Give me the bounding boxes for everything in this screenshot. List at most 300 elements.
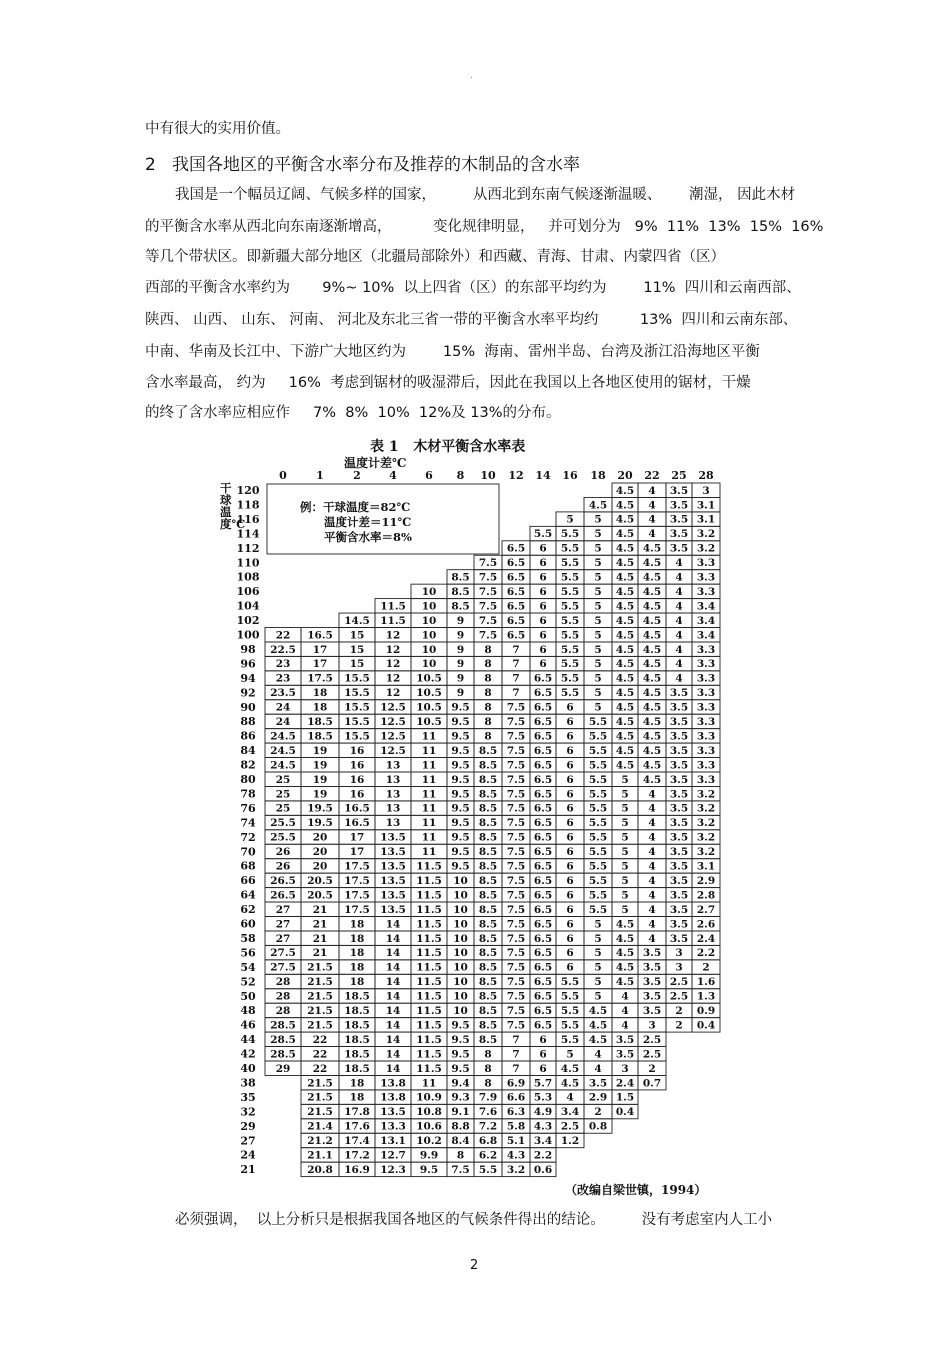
row-label: 82 (240, 758, 256, 772)
column-header: 4 (389, 469, 397, 482)
table-cell: 8 (484, 672, 492, 685)
table-cell: 22 (312, 1033, 328, 1046)
table-cell: 24.5 (270, 759, 296, 772)
example-line-2: 温度计差＝11℃ (324, 515, 412, 529)
table-cell: 5 (621, 846, 629, 859)
table-cell: 8.5 (478, 759, 498, 772)
table-cell: 2.9 (588, 1091, 608, 1104)
table-cell: 11.5 (416, 1048, 442, 1061)
table-cell: 3.4 (560, 1106, 580, 1119)
row-label: 98 (240, 642, 256, 656)
table-cell: 8.5 (478, 961, 498, 974)
table-cell: 3.3 (696, 773, 716, 786)
table-cell: 10 (453, 1005, 468, 1017)
table-cell: 6.5 (506, 557, 526, 570)
table-cell: 12.5 (380, 716, 406, 728)
table-cell: 18 (312, 687, 328, 700)
table-cell: 4 (648, 484, 656, 497)
table-cell: 2 (702, 961, 710, 974)
table-cell: 3.5 (642, 976, 662, 989)
table-cell: 5 (594, 932, 602, 945)
table-cell: 5 (594, 672, 602, 685)
table-cell: 15 (349, 643, 365, 656)
table-cell: 17.5 (344, 860, 370, 873)
column-header: 22 (644, 469, 660, 482)
table-cell: 8 (484, 1048, 492, 1061)
table-cell: 4 (675, 585, 683, 598)
body-line: 我国是一个幅员辽阔、气候多样的国家， 从西北到东南气候逐渐温暖、 潮湿， 因此木材 (175, 187, 796, 203)
table-cell: 14 (385, 1033, 401, 1046)
body-line: 等几个带状区。即新疆大部分地区（北疆局部除外）和西藏、青海、甘肃、内蒙四省（区） (145, 249, 725, 265)
table-cell: 7.5 (506, 773, 526, 786)
row-label: 96 (240, 657, 256, 671)
table-cell: 5.5 (588, 846, 608, 859)
table-cell: 4.3 (533, 1120, 553, 1133)
table-cell: 16 (349, 759, 365, 772)
table-cell: 7.5 (506, 1019, 526, 1032)
table-source: （改编自梁世镇，1994） (565, 1183, 707, 1197)
table-cell: 5.5 (588, 903, 608, 916)
table-cell: 3.5 (669, 716, 689, 728)
table-cell: 4.9 (533, 1106, 553, 1119)
table-cell: 17.5 (344, 874, 370, 887)
table-cell: 15.5 (344, 730, 370, 743)
table-cell: 11 (421, 759, 437, 772)
table-cell: 20 (312, 860, 328, 873)
table-cell: 4.5 (615, 499, 635, 512)
column-header: 16 (562, 469, 578, 482)
table-cell: 6.5 (533, 961, 553, 974)
table-cell: 4 (648, 932, 656, 945)
table-cell: 6 (566, 744, 574, 757)
table-cell: 3.2 (696, 817, 716, 830)
row-label: 80 (240, 773, 256, 786)
table-cell: 15.5 (344, 672, 370, 685)
table-cell: 29 (275, 1062, 291, 1075)
table-cell: 1.3 (696, 990, 716, 1003)
table-cell: 4.5 (615, 961, 635, 974)
table-cell: 8.8 (451, 1120, 470, 1133)
table-cell: 9.5 (451, 730, 470, 743)
table-cell: 6.5 (533, 1019, 553, 1032)
row-label: 102 (236, 614, 260, 628)
row-label: 74 (240, 816, 256, 830)
table-cell: 3.3 (696, 571, 716, 584)
table-cell: 4.5 (615, 701, 635, 714)
table-cell: 13.5 (380, 874, 406, 887)
table-cell: 11.5 (416, 1019, 442, 1032)
table-cell: 7.5 (506, 744, 526, 757)
table-cell: 21.2 (307, 1135, 333, 1148)
table-cell: 3.3 (696, 643, 716, 656)
table-cell: 7 (512, 1033, 520, 1046)
table-cell: 3.2 (696, 788, 716, 801)
table-cell: 9.5 (451, 831, 470, 844)
table-cell: 10 (421, 643, 437, 656)
table-cell: 14 (385, 1062, 401, 1075)
table-cell: 10 (421, 614, 437, 627)
table-cell: 3.5 (669, 817, 689, 830)
table-cell: 4.5 (642, 716, 662, 728)
table-cell: 2.5 (669, 976, 689, 989)
table-cell: 11.5 (380, 600, 406, 613)
table-cell: 9.5 (451, 1062, 470, 1075)
table-cell: 4.5 (642, 542, 662, 555)
table-cell: 7 (512, 1062, 520, 1075)
table-cell: 17.5 (344, 889, 370, 902)
table-cell: 4.5 (615, 571, 635, 584)
table-cell: 6 (539, 542, 547, 555)
table-cell: 4.5 (615, 730, 635, 743)
table-cell: 11.5 (380, 614, 406, 627)
table-cell: 7.5 (478, 614, 498, 627)
table-cell: 5.5 (588, 759, 608, 772)
table-cell: 7.5 (478, 600, 498, 613)
table-cell: 14 (385, 947, 401, 960)
table-title: 表 1 木材平衡含水率表 (370, 439, 526, 455)
table-cell: 20 (312, 831, 328, 844)
table-cell: 7.5 (506, 990, 526, 1003)
table-cell: 4 (675, 600, 683, 613)
table-cell: 4 (648, 846, 656, 859)
row-label: 100 (236, 628, 260, 642)
table-cell: 21.5 (307, 1091, 333, 1104)
table-cell: 18 (349, 932, 365, 945)
table-cell: 6.5 (533, 687, 553, 700)
table-cell: 21.5 (307, 1005, 333, 1017)
table-cell: 4.5 (642, 629, 662, 642)
table-cell: 5 (594, 600, 602, 613)
table-cell: 19 (312, 744, 328, 757)
table-cell: 6.5 (533, 889, 553, 902)
table-cell: 8.5 (451, 600, 470, 613)
table-cell: 14 (385, 961, 401, 974)
table-cell: 17.4 (344, 1135, 370, 1148)
table-cell: 13.3 (380, 1120, 406, 1133)
table-cell: 10.5 (416, 701, 442, 714)
table-cell: 8.5 (478, 744, 498, 757)
table-cell: 3.3 (696, 759, 716, 772)
table-cell: 2.5 (642, 1048, 662, 1061)
table-cell: 2 (675, 1019, 683, 1032)
table-cell: 9.3 (451, 1091, 470, 1104)
row-label: 44 (240, 1033, 256, 1047)
table-cell: 8.5 (478, 918, 498, 931)
row-label: 54 (240, 960, 256, 974)
table-cell: 10 (453, 874, 468, 887)
table-cell: 22 (312, 1048, 328, 1061)
table-cell: 11.5 (416, 1062, 442, 1075)
table-cell: 5.5 (560, 629, 580, 642)
table-cell: 18 (312, 701, 328, 714)
table-cell: 2.5 (642, 1033, 662, 1046)
body-line: 陕西、 山西、 山东、 河南、 河北及东北三省一带的平衡含水率平均约 13% 四川和云南东部、 (145, 312, 798, 328)
column-header: 10 (480, 469, 496, 482)
table-cell: 3.5 (669, 903, 689, 916)
table-cell: 5.5 (560, 585, 580, 598)
table-cell: 9.5 (451, 716, 470, 728)
table-cell: 3.5 (669, 889, 689, 902)
table-cell: 10.5 (416, 672, 442, 685)
table-cell: 27 (275, 903, 291, 916)
table-cell: 6 (539, 585, 547, 598)
table-cell: 4.5 (642, 744, 662, 757)
table-cell: 11 (421, 802, 437, 815)
row-label: 72 (240, 830, 256, 844)
table-cell: 24.5 (270, 730, 296, 743)
table-cell: 2.8 (696, 889, 716, 902)
table-cell: 8.5 (478, 788, 498, 801)
table-cell: 2.2 (696, 947, 716, 960)
body-line: 含水率最高， 约为 16% 考虑到锯材的吸湿滞后，因此在我国以上各地区使用的锯材，干燥 (145, 375, 751, 391)
table-cell: 5 (594, 947, 602, 960)
table-cell: 8.5 (451, 571, 470, 584)
table-cell: 12.5 (380, 730, 406, 743)
table-cell: 8 (484, 658, 492, 671)
table-cell: 4 (675, 571, 683, 584)
table-cell: 4 (648, 903, 656, 916)
table-cell: 18.5 (344, 1019, 370, 1032)
table-cell: 6 (566, 759, 574, 772)
table-cell: 11.5 (416, 1033, 442, 1046)
table-cell: 3.5 (669, 802, 689, 815)
table-cell: 6 (566, 918, 574, 931)
row-label: 112 (236, 541, 260, 555)
table-cell: 4.5 (642, 614, 662, 627)
table-cell: 6.5 (533, 672, 553, 685)
table-cell: 5.5 (533, 528, 553, 541)
row-label: 90 (240, 700, 256, 714)
table-cell: 11.5 (416, 961, 442, 974)
table-cell: 6.5 (506, 600, 526, 613)
table-cell: 12.7 (380, 1149, 406, 1162)
table-cell: 5 (594, 658, 602, 671)
table-cell: 7.5 (506, 918, 526, 931)
table-cell: 6.5 (533, 730, 553, 743)
table-cell: 4 (594, 1062, 602, 1075)
table-cell: 10 (453, 976, 468, 989)
row-label: 32 (240, 1105, 256, 1119)
table-cell: 4 (675, 672, 683, 685)
table-cell: 14 (385, 976, 401, 989)
table-cell: 21 (312, 903, 328, 916)
table-cell: 18 (349, 976, 365, 989)
table-cell: 5 (621, 860, 629, 873)
table-cell: 3.2 (696, 542, 716, 555)
table-cell: 7 (512, 658, 520, 671)
table-cell: 6.5 (533, 976, 553, 989)
table-cell: 9.5 (451, 802, 470, 815)
row-label: 108 (236, 570, 260, 584)
table-cell: 3.5 (669, 773, 689, 786)
table-cell: 27.5 (270, 947, 296, 960)
table-cell: 6 (566, 932, 574, 945)
table-cell: 4.5 (615, 687, 635, 700)
table-cell: 5.5 (478, 1163, 498, 1176)
table-cell: 4.5 (615, 484, 635, 497)
table-cell: 14 (385, 1048, 401, 1061)
table-cell: 5.1 (506, 1135, 526, 1148)
table-cell: 6 (566, 716, 574, 728)
table-cell: 6.6 (506, 1091, 526, 1104)
table-cell: 4 (648, 889, 656, 902)
table-cell: 6 (566, 802, 574, 815)
table-cell: 9.5 (451, 788, 470, 801)
table-cell: 5.7 (533, 1077, 553, 1090)
table-cell: 6.5 (506, 585, 526, 598)
table-cell: 7.5 (506, 730, 526, 743)
table-cell: 18 (349, 1091, 365, 1104)
row-label: 94 (240, 671, 256, 685)
table-cell: 5.5 (588, 788, 608, 801)
table-cell: 3.3 (696, 687, 716, 700)
table-cell: 6 (539, 557, 547, 570)
table-cell: 6.5 (533, 990, 553, 1003)
table-cell: 3.2 (696, 831, 716, 844)
table-cell: 28 (275, 976, 291, 989)
table-cell: 4 (675, 614, 683, 627)
table-cell: 2 (675, 1005, 683, 1017)
table-cell: 4.5 (615, 716, 635, 728)
table-cell: 4.5 (615, 672, 635, 685)
table-cell: 6 (539, 571, 547, 584)
table-cell: 4.5 (615, 557, 635, 570)
table-cell: 4.5 (642, 571, 662, 584)
table-cell: 7 (512, 1048, 520, 1061)
header-dot: . (470, 70, 474, 81)
row-label: 86 (240, 729, 256, 743)
table-cell: 4 (648, 802, 656, 815)
table-cell: 10 (453, 932, 468, 945)
table-cell: 19 (312, 773, 328, 786)
table-cell: 6 (539, 643, 547, 656)
column-header: 14 (535, 469, 551, 482)
table-cell: 11 (421, 831, 437, 844)
table-cell: 17.8 (344, 1106, 370, 1119)
table-cell: 6 (566, 903, 574, 916)
table-cell: 12 (385, 658, 401, 671)
table-cell: 18 (349, 947, 365, 960)
table-cell: 19.5 (307, 817, 333, 830)
table-cell: 7.6 (478, 1106, 498, 1119)
table-cell: 10 (453, 889, 468, 902)
table-cell: 7.2 (478, 1120, 498, 1133)
table-cell: 13.8 (380, 1091, 406, 1104)
table-cell: 5.5 (560, 990, 580, 1003)
table-cell: 5.5 (560, 542, 580, 555)
column-header: 25 (671, 469, 687, 482)
table-cell: 3.1 (696, 513, 716, 526)
table-cell: 3.2 (696, 802, 716, 815)
table-cell: 4.5 (588, 1005, 608, 1017)
table-cell: 3.1 (696, 499, 716, 512)
table-cell: 4.5 (615, 585, 635, 598)
table-cell: 11.5 (416, 918, 442, 931)
table-cell: 6.5 (533, 744, 553, 757)
table-cell: 21.5 (307, 1019, 333, 1032)
table-cell: 4 (675, 557, 683, 570)
table-cell: 4 (566, 1091, 574, 1104)
closing-line: 必须强调， 以上分析只是根据我国各地区的气候条件得出的结论。 没有考虑室内人工小 (175, 1212, 773, 1228)
table-cell: 22.5 (270, 643, 296, 656)
table-cell: 2.4 (696, 932, 716, 945)
table-cell: 5.5 (588, 730, 608, 743)
table-cell: 17 (349, 831, 365, 844)
table-cell: 9 (456, 643, 465, 656)
table-cell: 6 (566, 817, 574, 830)
table-cell: 15.5 (344, 687, 370, 700)
row-label: 46 (240, 1018, 256, 1032)
table-cell: 7.5 (506, 874, 526, 887)
table-cell: 4 (648, 499, 656, 512)
table-cell: 6.5 (533, 932, 553, 945)
table-cell: 5.5 (588, 874, 608, 887)
table-cell: 3.5 (669, 499, 689, 512)
table-cell: 8.5 (478, 846, 498, 859)
table-cell: 4 (621, 1019, 629, 1032)
table-cell: 6.2 (478, 1149, 498, 1162)
row-label: 92 (240, 686, 256, 700)
row-label: 88 (240, 715, 256, 729)
table-cell: 13.5 (380, 846, 406, 859)
table-cell: 21.5 (307, 961, 333, 974)
table-cell: 5 (594, 557, 602, 570)
table-cell: 16.5 (344, 817, 370, 830)
table-cell: 13 (385, 788, 401, 801)
table-cell: 11 (421, 788, 437, 801)
table-cell: 12.5 (380, 701, 406, 714)
dry-bulb-label: 干球温度℃ (220, 481, 246, 531)
table-cell: 16.5 (307, 629, 333, 642)
table-cell: 9.5 (451, 1019, 470, 1032)
table-cell: 18 (349, 918, 365, 931)
row-label: 106 (236, 585, 260, 599)
table-cell: 13 (385, 817, 401, 830)
table-cell: 25 (275, 773, 291, 786)
table-cell: 4.5 (642, 773, 662, 786)
table-cell: 8 (484, 716, 492, 728)
table-cell: 3 (675, 961, 683, 974)
table-cell: 3.5 (642, 990, 662, 1003)
table-cell: 3 (621, 1062, 629, 1075)
table-cell: 14 (385, 1019, 401, 1032)
table-cell: 5 (594, 961, 602, 974)
table-cell: 2.4 (615, 1077, 635, 1090)
table-cell: 22 (275, 629, 291, 642)
table-cell: 5 (621, 831, 629, 844)
table-cell: 11 (421, 744, 437, 757)
table-cell: 3.5 (669, 918, 689, 931)
table-cell: 16 (349, 744, 365, 757)
table-cell: 7.5 (506, 976, 526, 989)
table-cell: 4.5 (642, 643, 662, 656)
table-cell: 4.5 (615, 932, 635, 945)
table-cell: 25.5 (270, 817, 296, 830)
table-cell: 3.5 (615, 1048, 635, 1061)
table-cell: 21.5 (307, 990, 333, 1003)
table-cell: 9 (456, 687, 465, 700)
table-cell: 8.5 (478, 990, 498, 1003)
table-cell: 3.5 (669, 542, 689, 555)
column-header: 6 (425, 469, 433, 482)
table-cell: 16.5 (344, 802, 370, 815)
table-cell: 2.9 (696, 874, 716, 887)
table-cell: 4.5 (615, 643, 635, 656)
table-cell: 7.5 (506, 802, 526, 815)
table-cell: 6.5 (533, 918, 553, 931)
table-cell: 4.5 (642, 557, 662, 570)
table-cell: 3.3 (696, 716, 716, 728)
